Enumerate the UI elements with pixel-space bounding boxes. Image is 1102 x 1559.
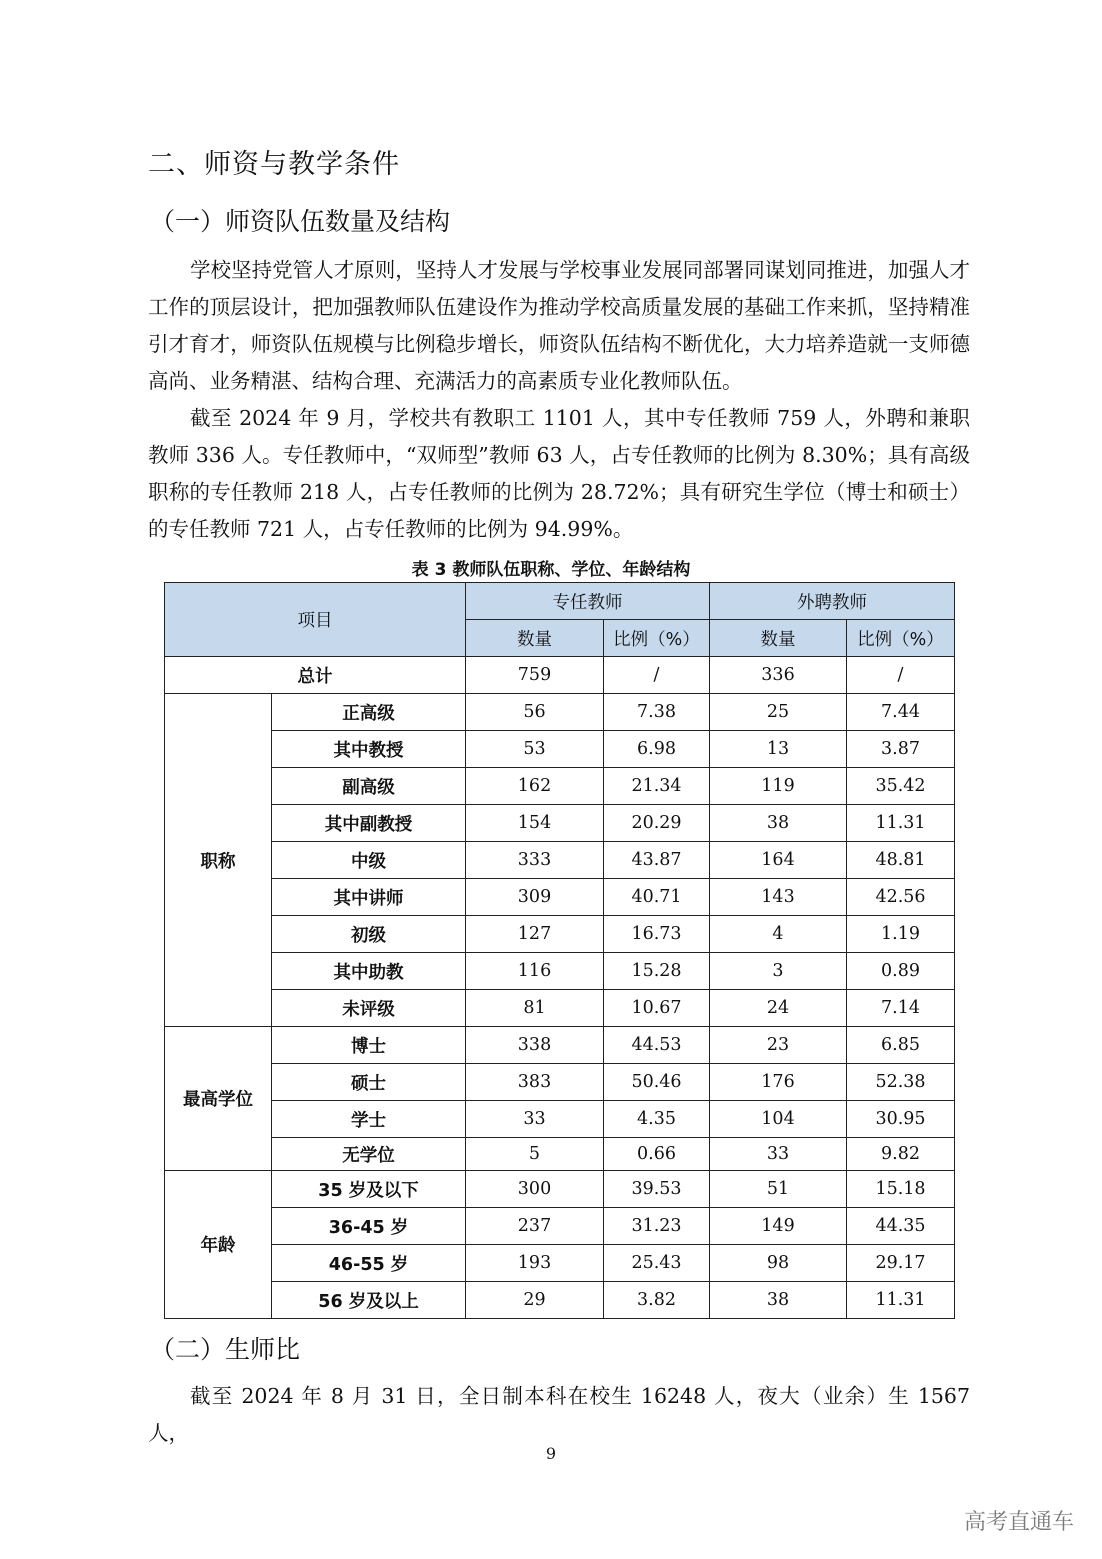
cell-ex-count: 38 (710, 805, 847, 842)
cell-ft-count: 759 (466, 657, 604, 694)
row-label: 学士 (272, 1101, 466, 1138)
cell-ex-count: 24 (710, 990, 847, 1027)
table-row (165, 1245, 955, 1282)
cell-ft-count: 162 (466, 768, 604, 805)
table-row (165, 990, 955, 1027)
cell-ft-count: 33 (466, 1101, 604, 1138)
row-label: 博士 (272, 1027, 466, 1064)
row-label: 其中讲师 (272, 879, 466, 916)
row-label: 56 岁及以上 (272, 1282, 466, 1319)
cell-ex-ratio: 44.35 (847, 1208, 955, 1245)
cell-ex-ratio: 9.82 (847, 1138, 955, 1171)
cell-ft-ratio: 39.53 (604, 1171, 710, 1208)
row-label: 中级 (272, 842, 466, 879)
row-label: 硕士 (272, 1064, 466, 1101)
cell-ex-ratio: 48.81 (847, 842, 955, 879)
cell-ex-count: 143 (710, 879, 847, 916)
table-row (165, 1101, 955, 1138)
cell-ex-ratio: 6.85 (847, 1027, 955, 1064)
cell-ft-count: 193 (466, 1245, 604, 1282)
cell-ft-ratio: 50.46 (604, 1064, 710, 1101)
header-fulltime: 专任教师 (466, 583, 710, 620)
row-label: 其中助教 (272, 953, 466, 990)
subsection-title-ratio: （二）生师比 (150, 1335, 301, 1364)
cell-ex-ratio: 11.31 (847, 1282, 955, 1319)
cell-ft-count: 338 (466, 1027, 604, 1064)
cell-ft-count: 127 (466, 916, 604, 953)
header-external: 外聘教师 (710, 583, 955, 620)
cell-ft-count: 81 (466, 990, 604, 1027)
cell-ex-count: 23 (710, 1027, 847, 1064)
table-row (165, 731, 955, 768)
table-row (165, 805, 955, 842)
cell-ex-count: 164 (710, 842, 847, 879)
watermark: 高考直通车 (963, 1510, 1074, 1535)
faculty-structure-table (164, 582, 955, 1319)
cell-ft-ratio: 40.71 (604, 879, 710, 916)
header-ex-count: 数量 (710, 620, 847, 657)
cell-ex-ratio: 11.31 (847, 805, 955, 842)
cell-ft-ratio: 31.23 (604, 1208, 710, 1245)
cell-ft-ratio: 25.43 (604, 1245, 710, 1282)
cell-ex-ratio: 1.19 (847, 916, 955, 953)
row-label: 35 岁及以下 (272, 1171, 466, 1208)
subsection-title-faculty: （一）师资队伍数量及结构 (150, 207, 451, 236)
cell-ex-count: 3 (710, 953, 847, 990)
cell-ft-count: 53 (466, 731, 604, 768)
section-title: 二、师资与教学条件 (148, 149, 400, 180)
cell-ft-ratio: 21.34 (604, 768, 710, 805)
table-row (165, 879, 955, 916)
cell-ex-count: 119 (710, 768, 847, 805)
cell-ft-ratio: 3.82 (604, 1282, 710, 1319)
cell-ex-ratio: 7.44 (847, 694, 955, 731)
row-label: 总计 (165, 657, 466, 694)
row-label: 46-55 岁 (272, 1245, 466, 1282)
group-label-age: 年龄 (165, 1171, 272, 1319)
cell-ex-ratio: 42.56 (847, 879, 955, 916)
table-row (165, 768, 955, 805)
page-number: 9 (545, 1444, 557, 1463)
cell-ft-count: 300 (466, 1171, 604, 1208)
cell-ex-count: 33 (710, 1138, 847, 1171)
cell-ex-count: 104 (710, 1101, 847, 1138)
cell-ft-ratio: 0.66 (604, 1138, 710, 1171)
cell-ex-ratio: 3.87 (847, 731, 955, 768)
cell-ex-ratio: 35.42 (847, 768, 955, 805)
row-label: 初级 (272, 916, 466, 953)
cell-ft-count: 237 (466, 1208, 604, 1245)
cell-ft-ratio: 43.87 (604, 842, 710, 879)
table-row (165, 916, 955, 953)
cell-ft-count: 29 (466, 1282, 604, 1319)
row-label: 未评级 (272, 990, 466, 1027)
table-row (165, 1138, 955, 1171)
group-label-title: 职称 (165, 694, 272, 1027)
cell-ft-ratio: 7.38 (604, 694, 710, 731)
cell-ex-count: 13 (710, 731, 847, 768)
cell-ex-ratio: 15.18 (847, 1171, 955, 1208)
cell-ft-ratio: 15.28 (604, 953, 710, 990)
row-label: 其中副教授 (272, 805, 466, 842)
header-ft-count: 数量 (466, 620, 604, 657)
cell-ft-count: 154 (466, 805, 604, 842)
cell-ex-ratio: 29.17 (847, 1245, 955, 1282)
row-label: 正高级 (272, 694, 466, 731)
row-label: 副高级 (272, 768, 466, 805)
cell-ft-count: 5 (466, 1138, 604, 1171)
row-label: 无学位 (272, 1138, 466, 1171)
row-label: 其中教授 (272, 731, 466, 768)
cell-ex-count: 4 (710, 916, 847, 953)
cell-ex-count: 336 (710, 657, 847, 694)
cell-ft-ratio: 16.73 (604, 916, 710, 953)
header-item: 项目 (165, 583, 466, 657)
cell-ft-count: 383 (466, 1064, 604, 1101)
row-label: 36-45 岁 (272, 1208, 466, 1245)
cell-ft-ratio: / (604, 657, 710, 694)
table-row (165, 1064, 955, 1101)
cell-ft-ratio: 44.53 (604, 1027, 710, 1064)
cell-ft-ratio: 20.29 (604, 805, 710, 842)
cell-ex-count: 149 (710, 1208, 847, 1245)
cell-ft-count: 116 (466, 953, 604, 990)
cell-ft-ratio: 10.67 (604, 990, 710, 1027)
cell-ex-ratio: 7.14 (847, 990, 955, 1027)
table-caption: 表 3 教师队伍职称、学位、年龄结构 (411, 560, 691, 580)
cell-ft-ratio: 6.98 (604, 731, 710, 768)
cell-ex-ratio: / (847, 657, 955, 694)
header-ft-ratio: 比例（%） (604, 620, 710, 657)
cell-ex-count: 38 (710, 1282, 847, 1319)
table-row (165, 1282, 955, 1319)
cell-ft-count: 333 (466, 842, 604, 879)
cell-ft-count: 309 (466, 879, 604, 916)
table-row-total (165, 657, 955, 694)
cell-ex-count: 176 (710, 1064, 847, 1101)
cell-ex-count: 51 (710, 1171, 847, 1208)
paragraph-talent-policy: 学校坚持党管人才原则，坚持人才发展与学校事业发展同部署同谋划同推进，加强人才工作的顶层设计，把加强教师队伍建设作为推动学校高质量发展的基础工作来抓，坚持精准引才育才，师资队伍规模与比例稳步增长，师资队伍结构不断优化，大力培养造就一支师德高尚、业务精湛、结构合理、充满活力的高素质专业化教师队伍。 (148, 258, 970, 393)
table-row (165, 1027, 955, 1064)
table-row (165, 842, 955, 879)
cell-ft-count: 56 (466, 694, 604, 731)
cell-ex-count: 98 (710, 1245, 847, 1282)
group-label-degree: 最高学位 (165, 1027, 272, 1171)
cell-ex-ratio: 52.38 (847, 1064, 955, 1101)
table-row (165, 694, 955, 731)
table-row (165, 953, 955, 990)
table-row (165, 1171, 955, 1208)
cell-ft-ratio: 4.35 (604, 1101, 710, 1138)
paragraph-faculty-stats: 截至 2024 年 9 月，学校共有教职工 1101 人，其中专任教师 759 人，外聘和兼职教师 336 人。专任教师中，“双师型”教师 63 人，占专任教师的比例为 8.30%；具有高级职称的专任教师 218 人，占专任教师的比例为 28.72%；具有研究生学位（博士和硕士）的专任教师 721 人，占专任教师的比例为 94.99%。 (148, 406, 970, 541)
header-ex-ratio: 比例（%） (847, 620, 955, 657)
cell-ex-count: 25 (710, 694, 847, 731)
cell-ex-ratio: 30.95 (847, 1101, 955, 1138)
table-row (165, 1208, 955, 1245)
paragraph-student-count: 截至 2024 年 8 月 31 日，全日制本科在校生 16248 人，夜大（业余）生 1567 人， (148, 1384, 970, 1445)
cell-ex-ratio: 0.89 (847, 953, 955, 990)
